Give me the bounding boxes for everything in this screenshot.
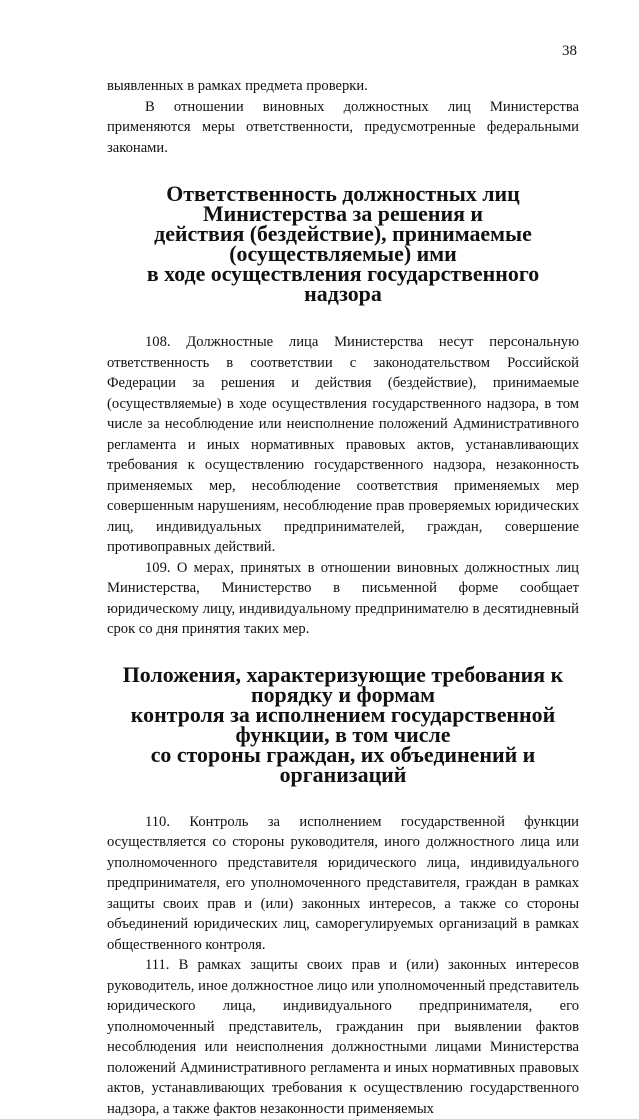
paragraph-responsibility-measures: В отношении виновных должностных лиц Министерства применяются меры ответственности, предусмотренные федеральными законами.: [107, 98, 579, 156]
paragraph-continuation: выявленных в рамках предмета проверки.: [107, 78, 368, 94]
page-number: 38: [562, 43, 577, 59]
paragraph-111: 111. В рамках защиты своих прав и (или) законных интересов руководитель, иное должностное лицо или уполномоченный представитель юридического лица, индивидуального предпринимателя, его уполномоченный представитель, гражданин при выявлении фактов несоблюдения или неисполнения должностными лицами Министерства положений Административного регламента и иных нормативных правовых актов, устанавливающих требования к осуществлению государственного надзора, а также фактов незаконности применяемых: [107, 957, 579, 1117]
paragraph-108: 108. Должностные лица Министерства несут персональную ответственность в соответствии с законодательством Российской Федерации за решения и действия (бездействие), принимаемые (осуществляемые) в ходе осуществления государственного надзора, в том числе за несоблюдение или неисполнение положений Административного регламента и иных нормативных правовых актов, устанавливающих требования к осуществлению государственного надзора, незаконность применяемых мер, несоблюдение соответствия применяемых мер совершенным нарушениям, несоблюдение прав проверяемых юридических лиц, индивидуальных предпринимателей, граждан, совершение противоправных действий.: [107, 334, 579, 555]
heading-line: контроля за исполнением государственной функции, в том числе: [130, 701, 556, 747]
document-body: [107, 76, 579, 1119]
section-heading-control-requirements: [107, 661, 579, 787]
heading-line: Положения, характеризующие требования к порядку и формам: [122, 661, 564, 707]
heading-line: в ходе осуществления государственного надзора: [146, 261, 540, 306]
section-heading-responsibility: [107, 181, 579, 306]
paragraph-110: 110. Контроль за исполнением государственной функции осуществляется со стороны руководителя, иного должностного лица или уполномоченного представителя юридического лица, индивидуального предпринимателя, его уполномоченного представителя, граждан в рамках защиты своих прав и (или) законных интересов, а также со стороны объединений юридических лиц, саморегулируемых организаций в рамках общественного контроля.: [107, 813, 579, 953]
heading-line: действия (бездействие), принимаемые (осуществляемые) ими: [154, 221, 532, 266]
heading-line: со стороны граждан, их объединений и организаций: [150, 741, 536, 787]
paragraph-109: 109. О мерах, принятых в отношении виновных должностных лиц Министерства, Министерство в письменной форме сообщает юридическому лицу, индивидуальному предпринимателю в десятидневный срок со дня принятия таких мер.: [107, 559, 579, 637]
heading-line: Ответственность должностных лиц Министерства за решения и: [166, 181, 520, 226]
